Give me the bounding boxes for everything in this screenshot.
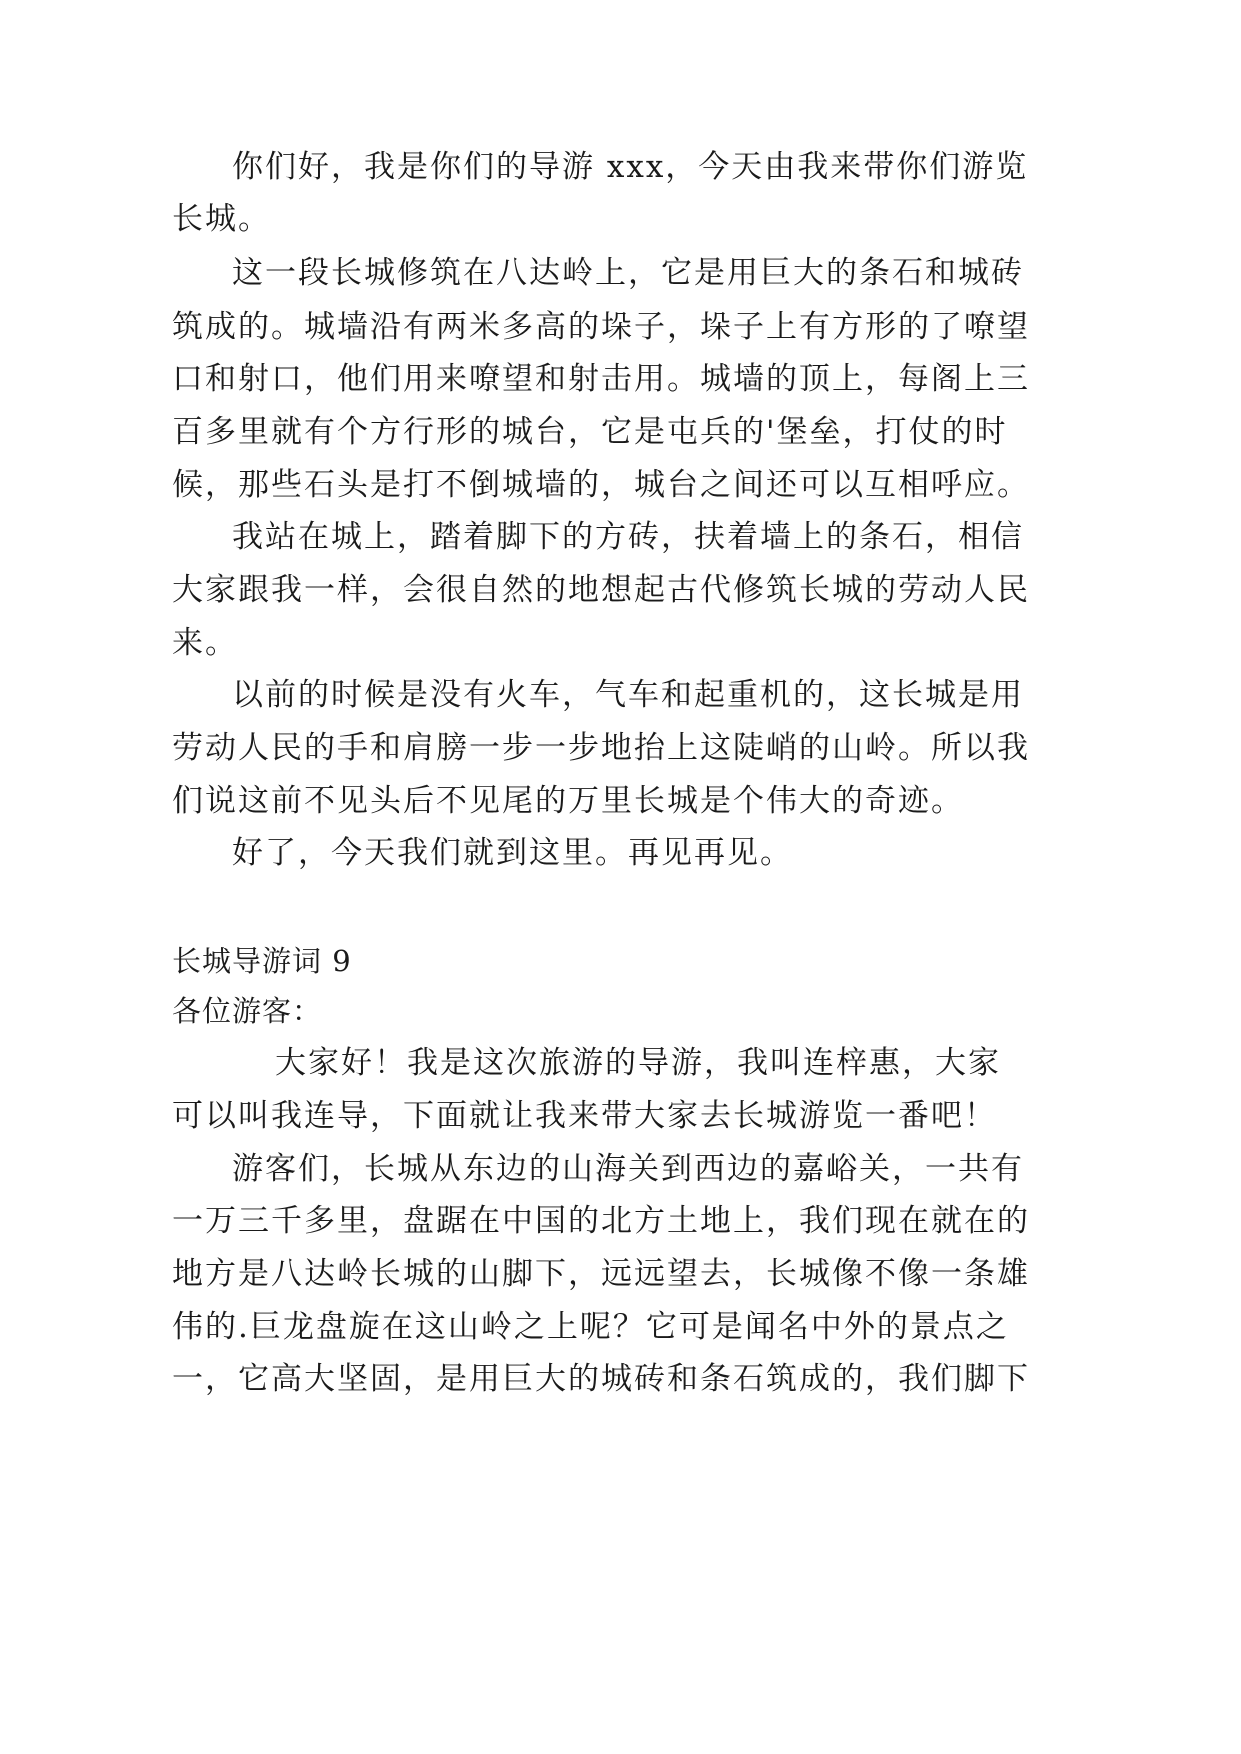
paragraph-line: 大家好！我是这次旅游的导游，我叫连梓惠，大家 (275, 1045, 1001, 1081)
paragraph-line: 一，它高大坚固，是用巨大的城砖和条石筑成的，我们脚下 (172, 1361, 1030, 1397)
section-title: 长城导游词 9 (172, 944, 352, 978)
paragraph-line: 候，那些石头是打不倒城墙的，城台之间还可以互相呼应。 (172, 467, 1030, 503)
paragraph-line: 大家跟我一样，会很自然的地想起古代修筑长城的劳动人民 (172, 572, 1030, 608)
paragraph-line: 可以叫我连导，下面就让我来带大家去长城游览一番吧！ (172, 1098, 997, 1134)
paragraph-line: 百多里就有个方行形的城台，它是屯兵的'堡垒，打仗的时 (172, 414, 1008, 450)
paragraph-line: 好了，今天我们就到这里。再见再见。 (232, 835, 793, 871)
paragraph-line: 你们好，我是你们的导游 xxx，今天由我来带你们游览 (232, 149, 1029, 185)
paragraph-line: 们说这前不见头后不见尾的万里长城是个伟大的奇迹。 (172, 783, 964, 819)
paragraph-line: 长城。 (172, 201, 271, 237)
paragraph-line: 筑成的。城墙沿有两米多高的垛子，垛子上有方形的了嘹望 (172, 309, 1030, 345)
paragraph-line: 伟的.巨龙盘旋在这山岭之上呢？它可是闻名中外的景点之 (172, 1309, 1009, 1345)
paragraph-line: 我站在城上，踏着脚下的方砖，扶着墙上的条石，相信 (232, 519, 1024, 555)
salutation: 各位游客： (172, 994, 323, 1028)
paragraph-line: 劳动人民的手和肩膀一步一步地抬上这陡峭的山岭。所以我 (172, 730, 1030, 766)
paragraph-line: 来。 (172, 625, 238, 661)
paragraph-line: 一万三千多里，盘踞在中国的北方土地上，我们现在就在的 (172, 1203, 1030, 1239)
paragraph-line: 口和射口，他们用来嘹望和射击用。城墙的顶上，每阁上三 (172, 361, 1030, 397)
paragraph-line: 以前的时候是没有火车，气车和起重机的，这长城是用 (232, 677, 1024, 713)
paragraph-line: 地方是八达岭长城的山脚下，远远望去，长城像不像一条雄 (172, 1256, 1030, 1292)
paragraph-line: 这一段长城修筑在八达岭上，它是用巨大的条石和城砖 (232, 255, 1024, 291)
paragraph-line: 游客们，长城从东边的山海关到西边的嘉峪关，一共有 (232, 1151, 1024, 1187)
